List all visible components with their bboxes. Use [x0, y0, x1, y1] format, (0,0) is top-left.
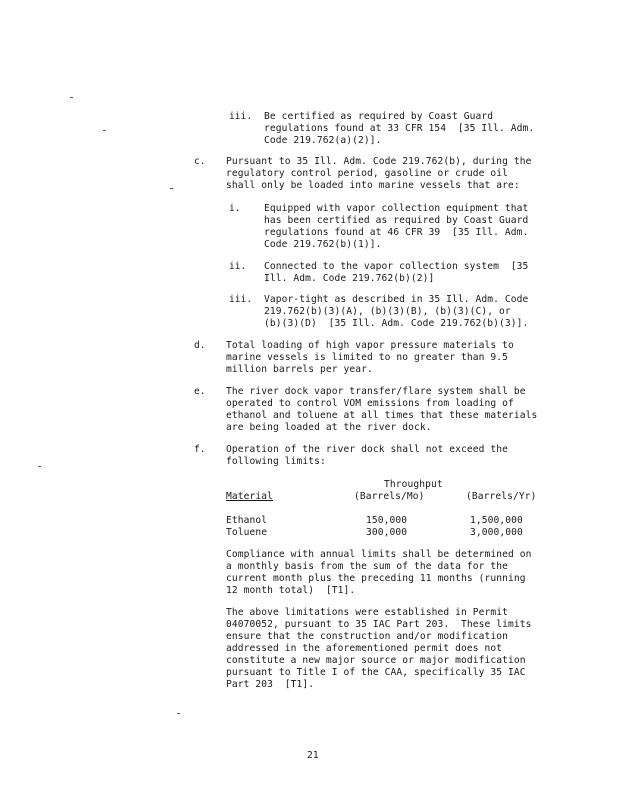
table-header-material: Material [226, 491, 274, 502]
item-c-label: c. [194, 156, 206, 167]
item-c-ii-line: Ill. Adm. Code 219.762(b)(2)] [264, 273, 435, 284]
compliance-paragraph-line: Compliance with annual limits shall be determined on [226, 549, 532, 560]
limitations-paragraph-line: pursuant to Title I of the CAA, specifically 35 IAC [226, 667, 526, 678]
limitations-paragraph-line: constitute a new major source or major modification [226, 655, 526, 666]
item-iii-top-line: Be certified as required by Coast Guard [264, 111, 494, 122]
item-c-i-label: i. [229, 203, 241, 214]
item-c-iii-label: iii. [229, 294, 253, 305]
page-number: 21 [307, 750, 319, 761]
item-c-line: shall only be loaded into marine vessels that are: [226, 180, 520, 191]
table-cell-material: Ethanol [226, 515, 268, 526]
item-d-label: d. [194, 340, 206, 351]
limitations-paragraph-line: ensure that the construction and/or modification [226, 631, 509, 642]
item-d-line: Total loading of high vapor pressure materials to [226, 340, 514, 351]
item-c-ii-line: Connected to the vapor collection system [35 [264, 261, 529, 272]
item-iii-top-label: iii. [229, 111, 253, 122]
item-c-i-line: Code 219.762(b)(1)]. [264, 239, 382, 250]
item-e-label: e. [194, 386, 206, 397]
item-f-line: Operation of the river dock shall not exceed the [226, 444, 509, 455]
limitations-paragraph-line: The above limitations were established in Permit [226, 607, 509, 618]
scan-speck [170, 188, 173, 189]
table-cell-material: Toluene [226, 527, 268, 538]
table-header-year: (Barrels/Yr) [466, 491, 537, 502]
table-group-header: Throughput [384, 479, 443, 490]
item-c-ii-label: ii. [229, 261, 247, 272]
scan-speck [38, 466, 41, 467]
item-c-iii-line: 219.762(b)(3)(A), (b)(3)(B), (b)(3)(C), or [264, 306, 511, 317]
item-e-line: are being loaded at the river dock. [226, 422, 432, 433]
item-e-line: operated to control VOM emissions from loading of [226, 398, 514, 409]
item-c-line: Pursuant to 35 Ill. Adm. Code 219.762(b), during the [226, 156, 532, 167]
item-c-iii-line: Vapor-tight as described in 35 Ill. Adm. Code [264, 294, 529, 305]
item-c-iii-line: (b)(3)(D) [35 Ill. Adm. Code 219.762(b)(3)]. [264, 318, 529, 329]
table-header-month: (Barrels/Mo) [354, 491, 425, 502]
item-f-label: f. [194, 444, 206, 455]
limitations-paragraph-line: addressed in the aforementioned permit does not [226, 643, 503, 654]
item-iii-top-line: regulations found at 33 CFR 154 [35 Ill. Adm. [264, 123, 535, 134]
table-cell-month: 300,000 [366, 527, 408, 538]
table-cell-month: 150,000 [366, 515, 408, 526]
item-e-line: ethanol and toluene at all times that these materials [226, 410, 538, 421]
item-d-line: million barrels per year. [226, 364, 373, 375]
scan-speck [70, 97, 73, 98]
item-c-i-line: has been certified as required by Coast Guard [264, 215, 529, 226]
item-e-line: The river dock vapor transfer/flare system shall be [226, 386, 526, 397]
compliance-paragraph-line: current month plus the preceding 11 months (running [226, 573, 526, 584]
table-cell-year: 3,000,000 [470, 527, 523, 538]
item-c-i-line: Equipped with vapor collection equipment that [264, 203, 529, 214]
item-c-i-line: regulations found at 46 CFR 39 [35 Ill. Adm. [264, 227, 529, 238]
item-d-line: marine vessels is limited to no greater than 9.5 [226, 352, 509, 363]
scan-speck [177, 713, 180, 714]
item-c-line: regulatory control period, gasoline or crude oil [226, 168, 509, 179]
compliance-paragraph-line: a monthly basis from the sum of the data for the [226, 561, 509, 572]
limitations-paragraph-line: Part 203 [T1]. [226, 679, 315, 690]
item-f-line: following limits: [226, 456, 326, 467]
item-iii-top-line: Code 219.762(a)(2)]. [264, 135, 382, 146]
limitations-paragraph-line: 04070052, pursuant to 35 IAC Part 203. These limits [226, 619, 532, 630]
compliance-paragraph-line: 12 month total) [T1]. [226, 585, 356, 596]
scan-speck [103, 130, 106, 131]
table-cell-year: 1,500,000 [470, 515, 523, 526]
